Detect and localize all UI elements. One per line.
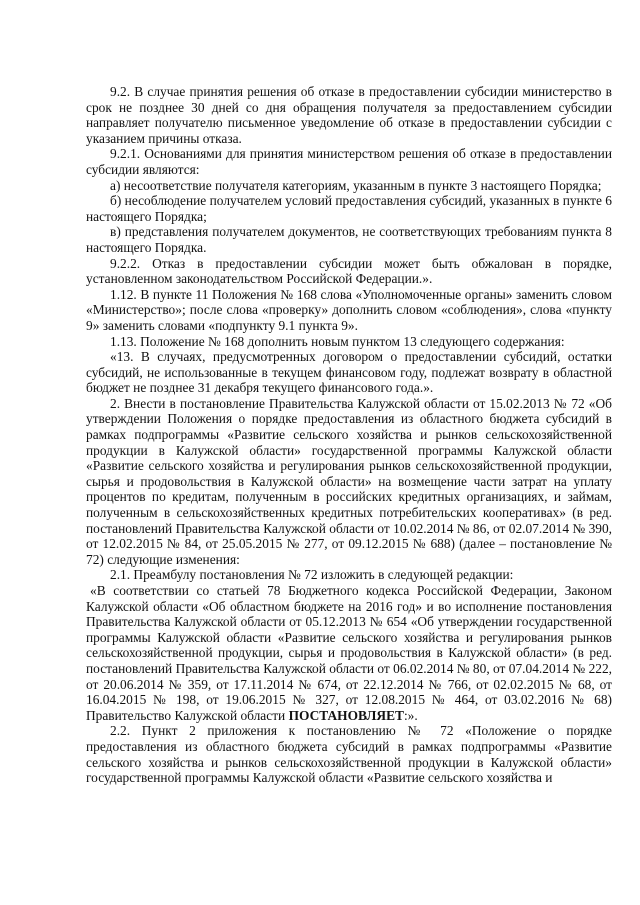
paragraph-item-b: б) несоблюдение получателем условий предоставления субсидий, указанных в пункте 6 настоящего Порядка;	[86, 193, 612, 224]
paragraph-2-2: 2.2. Пункт 2 приложения к постановлению № 72 «Положение о порядке предоставления из областного бюджета субсидий в рамках подпрограммы «Развитие сельского хозяйства и рынков сельскохозяйственной продукции в Калужской области» государственной программы Калужской области «Развитие сельского хозяйства и	[86, 723, 612, 786]
paragraph-1-12: 1.12. В пункте 11 Положения № 168 слова «Уполномоченные органы» заменить словом «Министерство»; после слова «проверку» дополнить словом «соблюдения», слова «пункту 9» заменить словами «подпункту 9.1 пункта 9».	[86, 286, 612, 333]
paragraph-9-2-1: 9.2.1. Основаниями для принятия министерством решения об отказе в предоставлении субсидии являются:	[86, 146, 612, 177]
paragraph-9-2: 9.2. В случае принятия решения об отказе в предоставлении субсидии министерство в срок не позднее 30 дней со дня обращения получателя за предоставлением субсидии направляет получателю письменное уведомление об отказе в предоставлении субсидии с указанием причины отказа.	[86, 84, 612, 146]
paragraph-13: «13. В случаях, предусмотренных договором о предоставлении субсидий, остатки субсидий, не использованные в текущем финансовом году, подлежат возврату в областной бюджет не позднее 31 декабря текущего финансового года.».	[86, 349, 612, 396]
preamble-end: :».	[403, 707, 418, 723]
preamble-strong: ПОСТАНОВЛЯЕТ	[288, 707, 404, 723]
paragraph-2: 2. Внести в постановление Правительства Калужской области от 15.02.2013 № 72 «Об утверждении Положения о порядке предоставления из областного бюджета субсидий в рамках подпрограммы «Развитие сельского хозяйства и рынков сельскохозяйственной продукции в Калужской области» государственной программы Калужской области «Развитие сельского хозяйства и регулирования рынков сельскохозяйственной продукции, сырья и продовольствия в Калужской области» на возмещение части затрат на уплату процентов по кредитам, полученным в российских кредитных организациях, и займам, полученным в сельскохозяйственных кредитных потребительских кооперативах» (в ред. постановлений Правительства Калужской области от 10.02.2014 № 86, от 02.07.2014 № 390, от 12.02.2015 № 84, от 25.05.2015 № 277, от 09.12.2015 № 688) (далее – постановление № 72) следующие изменения:	[86, 395, 612, 567]
paragraph-1-13: 1.13. Положение № 168 дополнить новым пунктом 13 следующего содержания:	[110, 333, 565, 349]
paragraph-item-v: в) представления получателем документов, не соответствующих требованиям пункта 8 настоящего Порядка.	[86, 224, 612, 255]
paragraph-2-1: 2.1. Преамбулу постановления № 72 изложить в следующей редакции:	[110, 567, 514, 583]
preamble-text: «В соответствии со статьей 78 Бюджетного кодекса Российской Федерации, Законом Калужской области «Об областном бюджете на 2016 год» и во исполнение постановления Правительства Калужской области от 05.12.2013 № 654 «Об утверждении государственной программы Калужской области «Развитие сельского хозяйства и регулирования рынков сельскохозяйственной продукции, сырья и продовольствия в Калужской области» (в ред. постановлений Правительства Калужской области от 06.02.2014 № 80, от 07.04.2014 № 222, от 20.06.2014 № 359, от 17.11.2014 № 674, от 22.12.2014 № 766, от 02.02.2015 № 68, от 16.04.2015 № 198, от 19.06.2015 № 327, от 12.08.2015 № 464, от 03.02.2016 № 68) Правительство Калужской области	[86, 583, 612, 723]
paragraph-9-2-2: 9.2.2. Отказ в предоставлении субсидии может быть обжалован в порядке, установленном законодательством Российской Федерации.».	[86, 255, 612, 287]
preamble-paragraph	[86, 583, 612, 723]
paragraph-item-a: а) несоответствие получателя категориям, указанным в пункте 3 настоящего Порядка;	[110, 177, 602, 193]
